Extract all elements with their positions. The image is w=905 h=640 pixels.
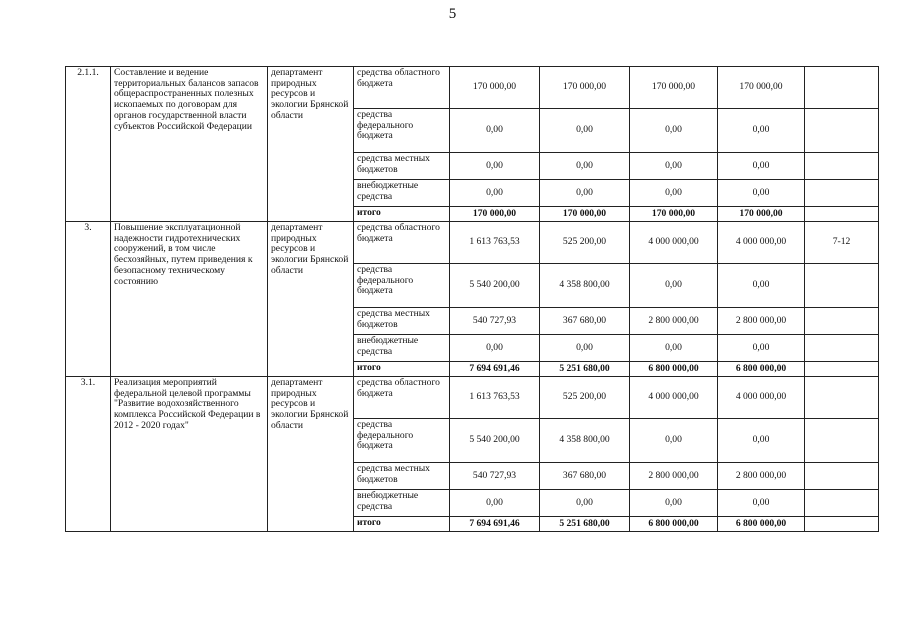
table-body	[66, 67, 879, 532]
amount-v3: 170 000,00	[630, 67, 718, 109]
amount-v1: 7 694 691,46	[450, 362, 540, 377]
amount-v4: 2 800 000,00	[718, 308, 805, 335]
target-indicator-empty	[805, 308, 879, 335]
item-code: 3.	[66, 222, 111, 377]
item-name: Повышение эксплуатационной надежности гидротехнических сооружений, в том числе бесхозяйных, путем приведения к безопасному техническому состоянию	[111, 222, 268, 377]
amount-v2: 170 000,00	[540, 207, 630, 222]
amount-v4: 2 800 000,00	[718, 463, 805, 490]
target-indicator	[805, 377, 879, 419]
item-executor: департамент природных ресурсов и экологии Брянской области	[268, 67, 354, 222]
amount-v4: 0,00	[718, 180, 805, 207]
amount-v2: 5 251 680,00	[540, 517, 630, 532]
amount-v1: 540 727,93	[450, 308, 540, 335]
item-name: Составление и ведение территориальных балансов запасов общераспространенных полезных ископаемых по договорам для органов государственной власти субъектов Российской Федерации	[111, 67, 268, 222]
funding-source: внебюджетные средства	[354, 180, 450, 207]
amount-v1: 0,00	[450, 153, 540, 180]
target-indicator-empty	[805, 153, 879, 180]
target-indicator-empty	[805, 335, 879, 362]
amount-v4: 0,00	[718, 419, 805, 463]
target-indicator-empty	[805, 362, 879, 377]
amount-v4: 6 800 000,00	[718, 362, 805, 377]
amount-v1: 170 000,00	[450, 67, 540, 109]
amount-v3: 0,00	[630, 109, 718, 153]
budget-table	[65, 66, 879, 532]
amount-v4: 0,00	[718, 153, 805, 180]
amount-v4: 4 000 000,00	[718, 222, 805, 264]
funding-source: итого	[354, 207, 450, 222]
target-indicator-empty	[805, 109, 879, 153]
amount-v1: 0,00	[450, 109, 540, 153]
funding-source: средства областного бюджета	[354, 222, 450, 264]
amount-v2: 525 200,00	[540, 377, 630, 419]
item-code: 2.1.1.	[66, 67, 111, 222]
amount-v1: 0,00	[450, 180, 540, 207]
amount-v2: 0,00	[540, 335, 630, 362]
amount-v4: 0,00	[718, 264, 805, 308]
target-indicator-empty	[805, 419, 879, 463]
amount-v4: 170 000,00	[718, 207, 805, 222]
table-row	[66, 377, 879, 419]
amount-v4: 0,00	[718, 490, 805, 517]
amount-v3: 0,00	[630, 335, 718, 362]
amount-v3: 2 800 000,00	[630, 463, 718, 490]
funding-source: средства местных бюджетов	[354, 463, 450, 490]
amount-v1: 1 613 763,53	[450, 222, 540, 264]
amount-v2: 4 358 800,00	[540, 264, 630, 308]
item-executor: департамент природных ресурсов и экологии Брянской области	[268, 222, 354, 377]
target-indicator	[805, 67, 879, 109]
amount-v2: 0,00	[540, 153, 630, 180]
item-code: 3.1.	[66, 377, 111, 532]
target-indicator-empty	[805, 517, 879, 532]
funding-source: итого	[354, 517, 450, 532]
amount-v4: 170 000,00	[718, 67, 805, 109]
amount-v2: 0,00	[540, 180, 630, 207]
amount-v3: 0,00	[630, 419, 718, 463]
amount-v1: 0,00	[450, 335, 540, 362]
amount-v2: 170 000,00	[540, 67, 630, 109]
target-indicator-empty	[805, 180, 879, 207]
amount-v4: 0,00	[718, 109, 805, 153]
amount-v2: 5 251 680,00	[540, 362, 630, 377]
funding-source: средства федерального бюджета	[354, 264, 450, 308]
amount-v2: 0,00	[540, 109, 630, 153]
amount-v1: 5 540 200,00	[450, 419, 540, 463]
funding-source: итого	[354, 362, 450, 377]
funding-source: средства областного бюджета	[354, 377, 450, 419]
amount-v3: 0,00	[630, 180, 718, 207]
table-row	[66, 222, 879, 264]
funding-source: средства местных бюджетов	[354, 308, 450, 335]
funding-source: средства местных бюджетов	[354, 153, 450, 180]
amount-v3: 0,00	[630, 264, 718, 308]
amount-v3: 2 800 000,00	[630, 308, 718, 335]
amount-v4: 0,00	[718, 335, 805, 362]
amount-v2: 367 680,00	[540, 308, 630, 335]
target-indicator-empty	[805, 207, 879, 222]
amount-v3: 6 800 000,00	[630, 517, 718, 532]
funding-source: средства федерального бюджета	[354, 109, 450, 153]
target-indicator-empty	[805, 490, 879, 517]
amount-v3: 4 000 000,00	[630, 377, 718, 419]
amount-v3: 4 000 000,00	[630, 222, 718, 264]
funding-source: внебюджетные средства	[354, 335, 450, 362]
table-row	[66, 67, 879, 109]
funding-source: средства областного бюджета	[354, 67, 450, 109]
amount-v1: 5 540 200,00	[450, 264, 540, 308]
amount-v3: 170 000,00	[630, 207, 718, 222]
amount-v2: 525 200,00	[540, 222, 630, 264]
amount-v2: 367 680,00	[540, 463, 630, 490]
amount-v2: 4 358 800,00	[540, 419, 630, 463]
amount-v1: 1 613 763,53	[450, 377, 540, 419]
target-indicator-empty	[805, 463, 879, 490]
item-name: Реализация мероприятий федеральной целевой программы "Развитие водохозяйственного комплекса Российской Федерации в 2012 - 2020 годах"	[111, 377, 268, 532]
amount-v3: 0,00	[630, 153, 718, 180]
target-indicator-empty	[805, 264, 879, 308]
amount-v1: 0,00	[450, 490, 540, 517]
amount-v1: 7 694 691,46	[450, 517, 540, 532]
amount-v3: 0,00	[630, 490, 718, 517]
amount-v2: 0,00	[540, 490, 630, 517]
item-executor: департамент природных ресурсов и экологии Брянской области	[268, 377, 354, 532]
funding-source: средства федерального бюджета	[354, 419, 450, 463]
amount-v4: 4 000 000,00	[718, 377, 805, 419]
amount-v4: 6 800 000,00	[718, 517, 805, 532]
amount-v1: 540 727,93	[450, 463, 540, 490]
funding-source: внебюджетные средства	[354, 490, 450, 517]
page-number: 5	[448, 6, 457, 22]
target-indicator: 7-12	[805, 222, 879, 264]
amount-v1: 170 000,00	[450, 207, 540, 222]
amount-v3: 6 800 000,00	[630, 362, 718, 377]
